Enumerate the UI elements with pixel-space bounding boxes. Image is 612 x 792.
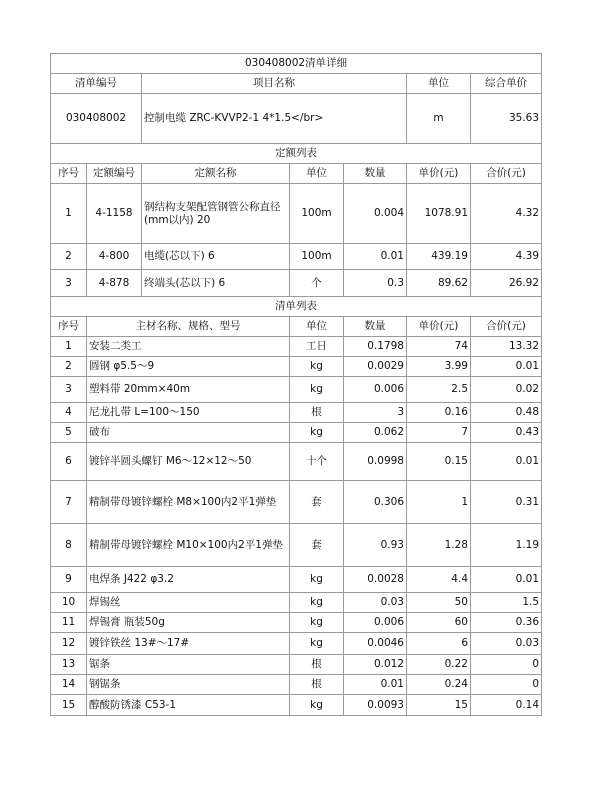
material-row	[51, 655, 542, 675]
material-name: 镀锌铁丝 13#～17#	[87, 633, 290, 655]
material-row	[51, 524, 542, 567]
material-name: 焊锡膏 瓶装50g	[87, 613, 290, 633]
quota-unit: 100m	[290, 244, 344, 270]
quota-seq: 3	[51, 270, 87, 297]
material-name: 圆钢 φ5.5～9	[87, 357, 290, 377]
quota-price: 1078.91	[407, 184, 471, 244]
mat-col-price: 单价(元)	[407, 317, 471, 337]
bill-price: 35.63	[471, 94, 542, 144]
material-unit: kg	[290, 613, 344, 633]
material-seq: 8	[51, 524, 87, 567]
material-price: 15	[407, 695, 471, 716]
material-row	[51, 695, 542, 716]
material-unit: kg	[290, 567, 344, 593]
bill-unit: m	[407, 94, 471, 144]
quota-row	[51, 184, 542, 244]
material-unit: 根	[290, 655, 344, 675]
material-unit: 工日	[290, 337, 344, 357]
material-price: 1	[407, 481, 471, 524]
material-name: 破布	[87, 423, 290, 443]
bill-code: 030408002	[51, 94, 142, 144]
material-name: 塑料带 20mm×40m	[87, 377, 290, 403]
material-total: 0.43	[471, 423, 542, 443]
material-price: 0.15	[407, 443, 471, 481]
material-row	[51, 481, 542, 524]
quota-section-title: 定额列表	[51, 144, 542, 164]
material-seq: 3	[51, 377, 87, 403]
material-qty: 0.01	[344, 675, 407, 695]
material-unit: kg	[290, 377, 344, 403]
material-name: 精制带母镀锌螺栓 M8×100内2平1弹垫	[87, 481, 290, 524]
material-qty: 0.062	[344, 423, 407, 443]
material-total: 1.5	[471, 593, 542, 613]
quota-col-total: 合价(元)	[471, 164, 542, 184]
quota-name: 终端头(芯以下) 6	[142, 270, 290, 297]
quota-unit: 100m	[290, 184, 344, 244]
material-row	[51, 613, 542, 633]
material-name: 焊锡丝	[87, 593, 290, 613]
material-total: 0	[471, 675, 542, 695]
mat-col-unit: 单位	[290, 317, 344, 337]
material-unit: kg	[290, 593, 344, 613]
material-price: 0.22	[407, 655, 471, 675]
material-unit: 套	[290, 481, 344, 524]
material-total: 0.02	[471, 377, 542, 403]
material-unit: 套	[290, 524, 344, 567]
material-seq: 15	[51, 695, 87, 716]
material-row	[51, 675, 542, 695]
material-seq: 6	[51, 443, 87, 481]
material-name: 安装二类工	[87, 337, 290, 357]
quota-name: 钢结构支架配管钢管公称直径(mm以内) 20	[142, 184, 290, 244]
quota-col-qty: 数量	[344, 164, 407, 184]
material-total: 0.03	[471, 633, 542, 655]
material-qty: 0.306	[344, 481, 407, 524]
material-row	[51, 403, 542, 423]
material-qty: 0.006	[344, 613, 407, 633]
material-qty: 0.0093	[344, 695, 407, 716]
header-price-label: 综合单价	[471, 74, 542, 94]
quota-name: 电缆(芯以下) 6	[142, 244, 290, 270]
material-row	[51, 633, 542, 655]
quota-col-seq: 序号	[51, 164, 87, 184]
quota-qty: 0.01	[344, 244, 407, 270]
material-row	[51, 423, 542, 443]
material-price: 7	[407, 423, 471, 443]
quota-code: 4-800	[87, 244, 142, 270]
quota-seq: 2	[51, 244, 87, 270]
material-total: 0.01	[471, 567, 542, 593]
material-row	[51, 377, 542, 403]
material-total: 1.19	[471, 524, 542, 567]
material-price: 0.16	[407, 403, 471, 423]
quota-col-code: 定额编号	[87, 164, 142, 184]
material-row	[51, 443, 542, 481]
material-seq: 1	[51, 337, 87, 357]
quota-header-row	[51, 164, 542, 184]
material-unit: 根	[290, 675, 344, 695]
material-total: 0.31	[471, 481, 542, 524]
quota-row	[51, 244, 542, 270]
quota-code: 4-878	[87, 270, 142, 297]
material-total: 0.14	[471, 695, 542, 716]
mat-col-name: 主材名称、规格、型号	[87, 317, 290, 337]
bill-detail-table	[50, 53, 542, 716]
material-seq: 5	[51, 423, 87, 443]
material-price: 60	[407, 613, 471, 633]
material-price: 1.28	[407, 524, 471, 567]
material-seq: 14	[51, 675, 87, 695]
material-name: 尼龙扎带 L=100～150	[87, 403, 290, 423]
material-total: 0	[471, 655, 542, 675]
quota-col-unit: 单位	[290, 164, 344, 184]
quota-total: 4.39	[471, 244, 542, 270]
quota-total: 4.32	[471, 184, 542, 244]
material-price: 0.24	[407, 675, 471, 695]
quota-code: 4-1158	[87, 184, 142, 244]
material-price: 74	[407, 337, 471, 357]
mat-col-total: 合价(元)	[471, 317, 542, 337]
material-qty: 0.0998	[344, 443, 407, 481]
material-total: 0.48	[471, 403, 542, 423]
quota-unit: 个	[290, 270, 344, 297]
material-qty: 0.0046	[344, 633, 407, 655]
material-name: 锯条	[87, 655, 290, 675]
material-qty: 0.93	[344, 524, 407, 567]
materials-section-title: 清单列表	[51, 297, 542, 317]
material-price: 6	[407, 633, 471, 655]
material-qty: 0.012	[344, 655, 407, 675]
material-seq: 4	[51, 403, 87, 423]
material-qty: 3	[344, 403, 407, 423]
material-name: 电焊条 J422 φ3.2	[87, 567, 290, 593]
quota-seq: 1	[51, 184, 87, 244]
header-unit-label: 单位	[407, 74, 471, 94]
bill-name: 控制电缆 ZRC-KVVP2-1 4*1.5</br>	[142, 94, 407, 144]
material-price: 4.4	[407, 567, 471, 593]
material-seq: 7	[51, 481, 87, 524]
header-name-label: 项目名称	[142, 74, 407, 94]
quota-col-price: 单价(元)	[407, 164, 471, 184]
mat-col-qty: 数量	[344, 317, 407, 337]
material-qty: 0.1798	[344, 337, 407, 357]
material-seq: 13	[51, 655, 87, 675]
material-row	[51, 593, 542, 613]
material-unit: kg	[290, 423, 344, 443]
material-name: 镀锌半圆头螺钉 M6～12×12～50	[87, 443, 290, 481]
quota-total: 26.92	[471, 270, 542, 297]
quota-price: 439.19	[407, 244, 471, 270]
material-seq: 11	[51, 613, 87, 633]
material-unit: kg	[290, 357, 344, 377]
material-seq: 2	[51, 357, 87, 377]
material-name: 醇酸防锈漆 C53-1	[87, 695, 290, 716]
material-row	[51, 567, 542, 593]
material-price: 3.99	[407, 357, 471, 377]
material-qty: 0.0029	[344, 357, 407, 377]
material-row	[51, 337, 542, 357]
material-seq: 12	[51, 633, 87, 655]
quota-qty: 0.004	[344, 184, 407, 244]
table-title: 030408002清单详细	[51, 54, 542, 74]
material-total: 0.01	[471, 443, 542, 481]
material-unit: 十个	[290, 443, 344, 481]
material-row	[51, 357, 542, 377]
materials-header-row	[51, 317, 542, 337]
material-qty: 0.006	[344, 377, 407, 403]
material-qty: 0.0028	[344, 567, 407, 593]
material-name: 精制带母镀锌螺栓 M10×100内2平1弹垫	[87, 524, 290, 567]
material-price: 2.5	[407, 377, 471, 403]
material-unit: kg	[290, 695, 344, 716]
material-total: 0.36	[471, 613, 542, 633]
quota-col-name: 定额名称	[142, 164, 290, 184]
mat-col-seq: 序号	[51, 317, 87, 337]
material-price: 50	[407, 593, 471, 613]
material-seq: 10	[51, 593, 87, 613]
quota-price: 89.62	[407, 270, 471, 297]
quota-qty: 0.3	[344, 270, 407, 297]
material-unit: 根	[290, 403, 344, 423]
material-seq: 9	[51, 567, 87, 593]
material-total: 0.01	[471, 357, 542, 377]
material-name: 钢锯条	[87, 675, 290, 695]
material-total: 13.32	[471, 337, 542, 357]
material-qty: 0.03	[344, 593, 407, 613]
material-unit: kg	[290, 633, 344, 655]
header-code-label: 清单编号	[51, 74, 142, 94]
quota-row	[51, 270, 542, 297]
